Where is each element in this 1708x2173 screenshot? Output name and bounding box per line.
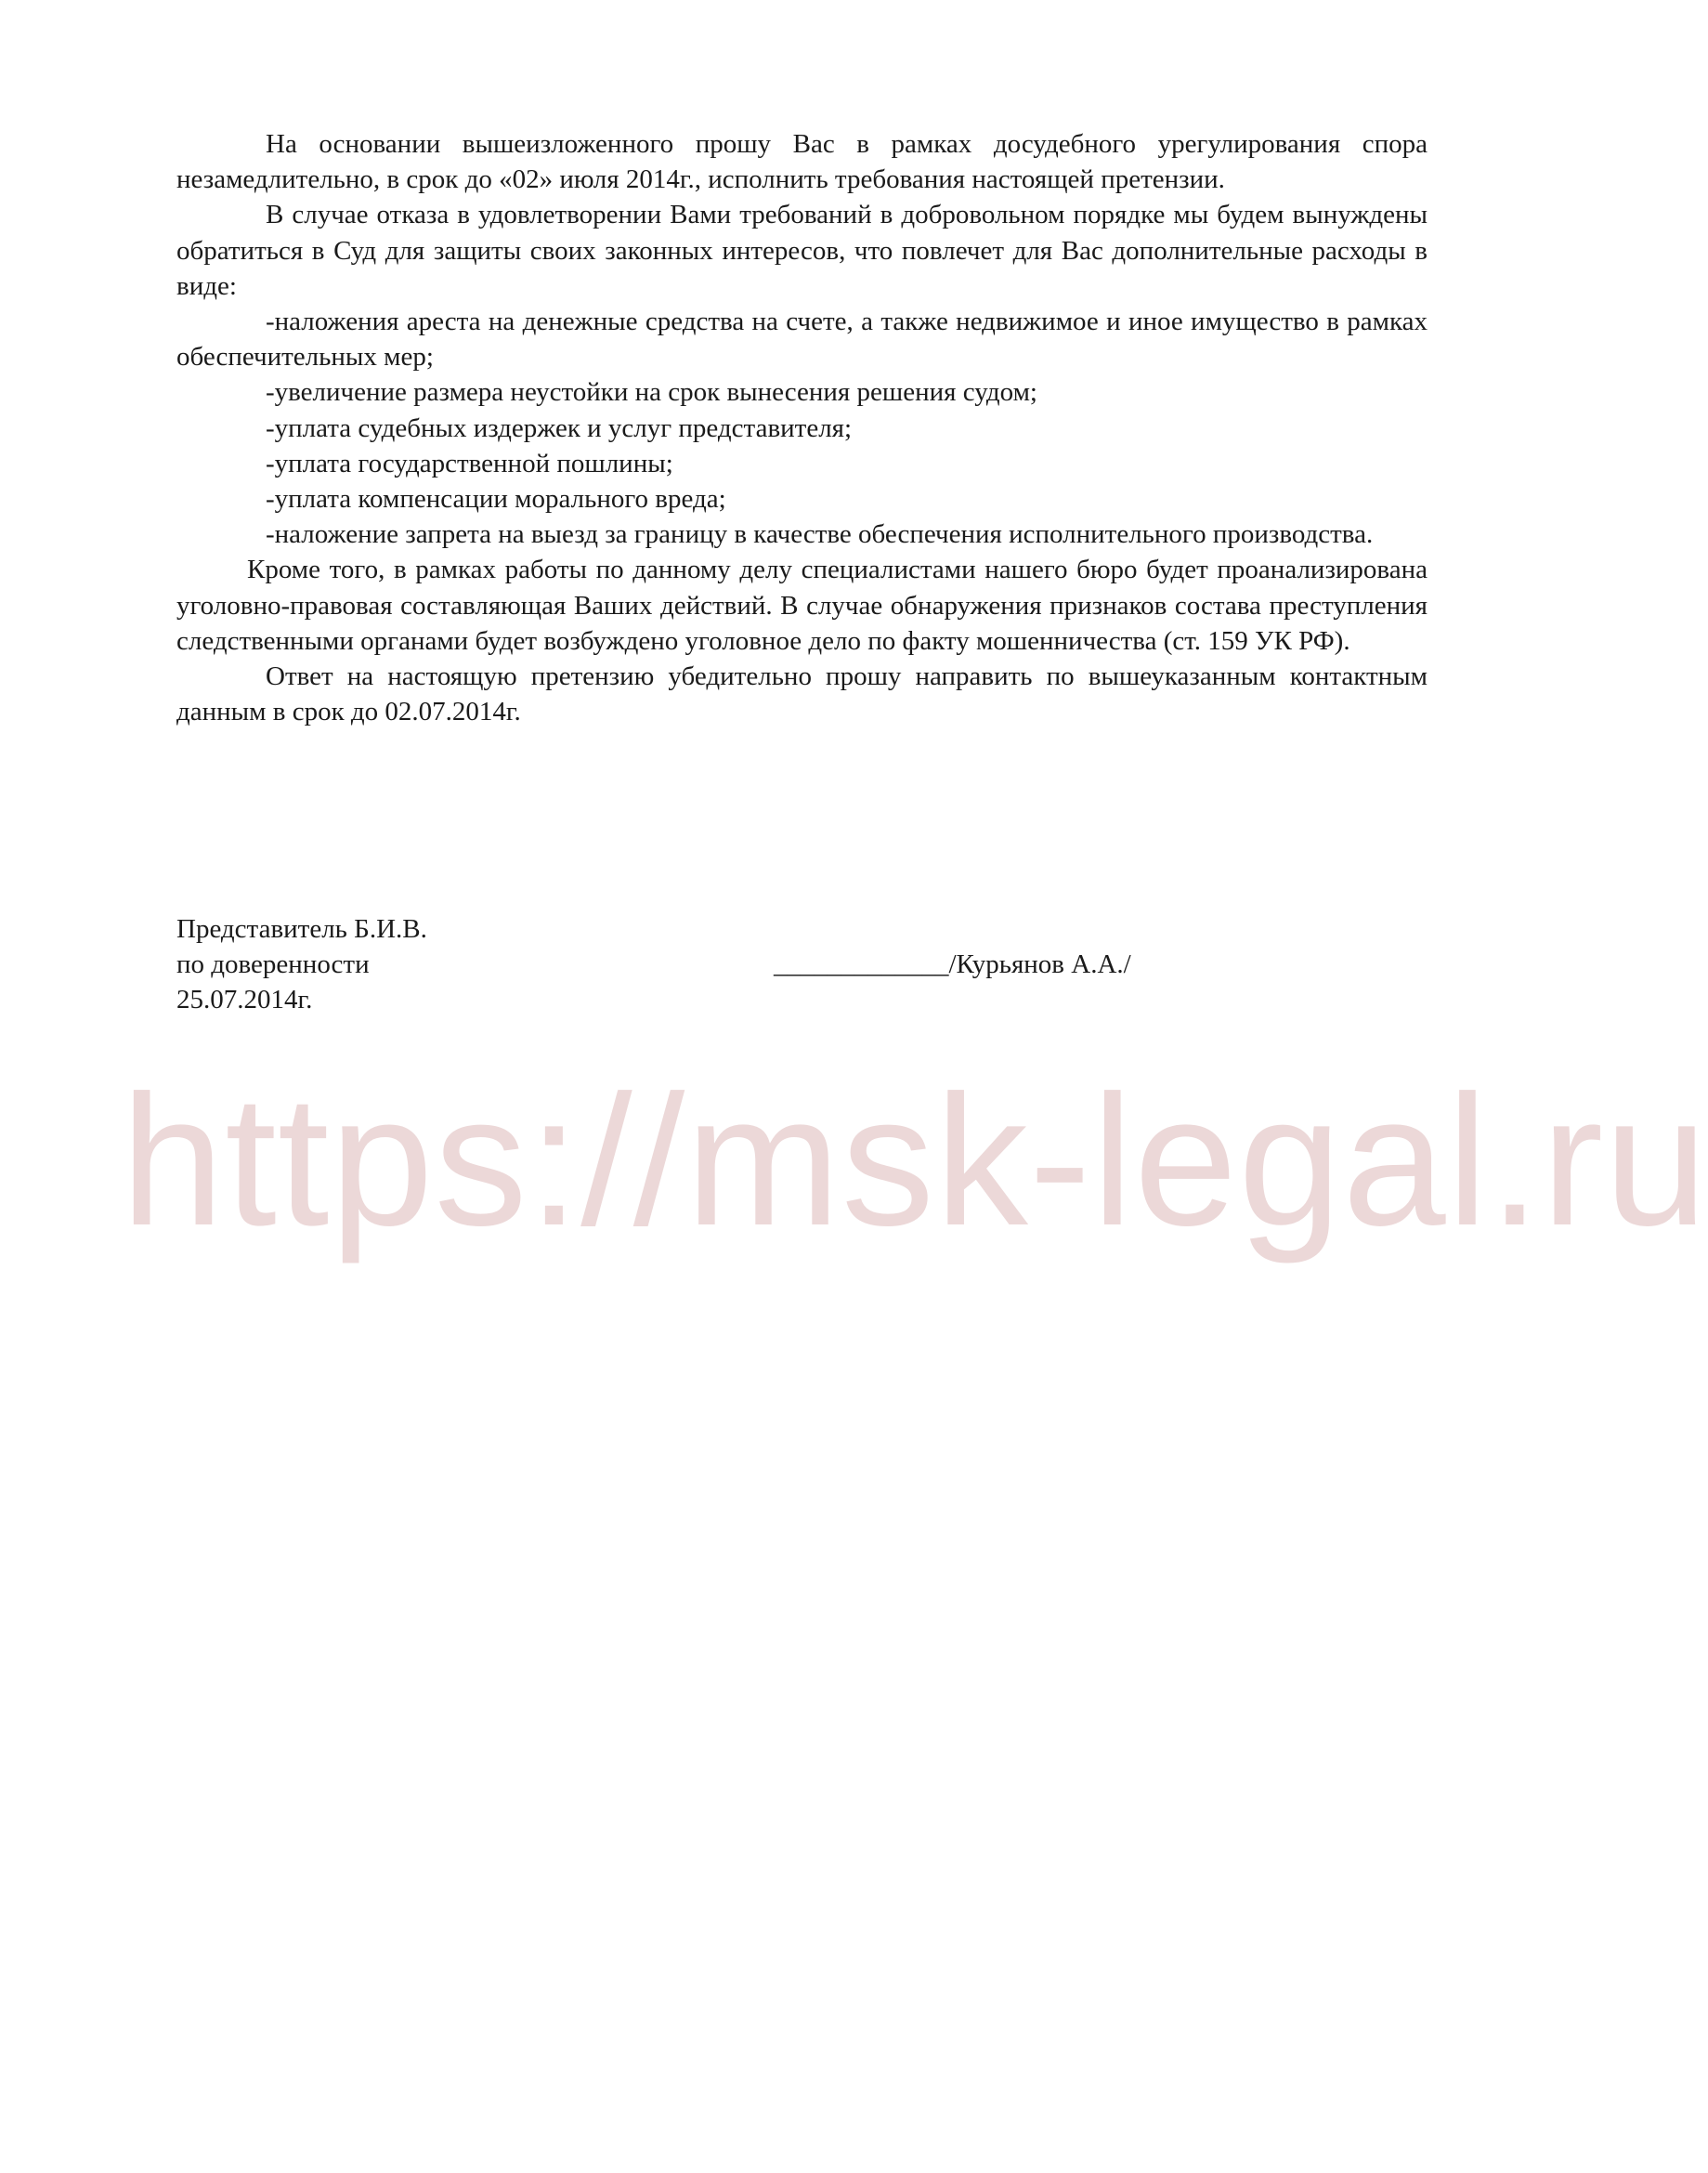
list-item-state-fee: -уплата государственной пошлины; [266, 448, 673, 478]
paragraph-criminal-analysis: Кроме того, в рамках работы по данному делу специалистами нашего бюро будет проанализирована уголовно-правовая составляющая Ваших действий. В случае обнаружения признаков состава преступления следственными органами будет возбуждено уголовное дело по факту мошенничества (ст. 159 УК РФ). [176, 555, 1428, 656]
watermark: https://msk-legal.ru [121, 1057, 1708, 1264]
signatory-role: Представитель Б.И.В. [176, 914, 427, 944]
paragraph-request: На основании вышеизложенного прошу Вас в рамках досудебного урегулирования спора незамедлительно, в срок до «02» июля 2014г., исполнить требования настоящей претензии. [176, 129, 1428, 195]
list-item-court-costs: -уплата судебных издержек и услуг представителя; [266, 412, 853, 443]
signature-line: _____________/Курьянов А.А./ [774, 949, 1131, 980]
signatory-authority: по доверенности [176, 949, 370, 980]
list-item-asset-arrest: -наложения ареста на денежные средства на счете, а также недвижимое и иное имущество в рамках обеспечительных мер; [176, 307, 1428, 373]
letter-body [176, 126, 1428, 729]
list-item-penalty-increase: -увеличение размера неустойки на срок вынесения решения судом; [266, 377, 1037, 408]
paragraph-response-request: Ответ на настоящую претензию убедительно прошу направить по вышеуказанным контактным данным в срок до 02.07.2014г. [176, 661, 1428, 727]
list-item-moral-damages: -уплата компенсации морального вреда; [266, 484, 726, 515]
list-item-travel-ban: -наложение запрета на выезд за границу в качестве обеспечения исполнительного производства. [266, 519, 1374, 550]
signature-block [176, 911, 1428, 1018]
signature-date: 25.07.2014г. [176, 985, 313, 1015]
paragraph-refusal-consequences: В случае отказа в удовлетворении Вами требований в добровольном порядке мы будем вынуждены обратиться в Суд для защиты своих законных интересов, что повлечет для Вас дополнительные расходы в виде: [176, 200, 1428, 301]
